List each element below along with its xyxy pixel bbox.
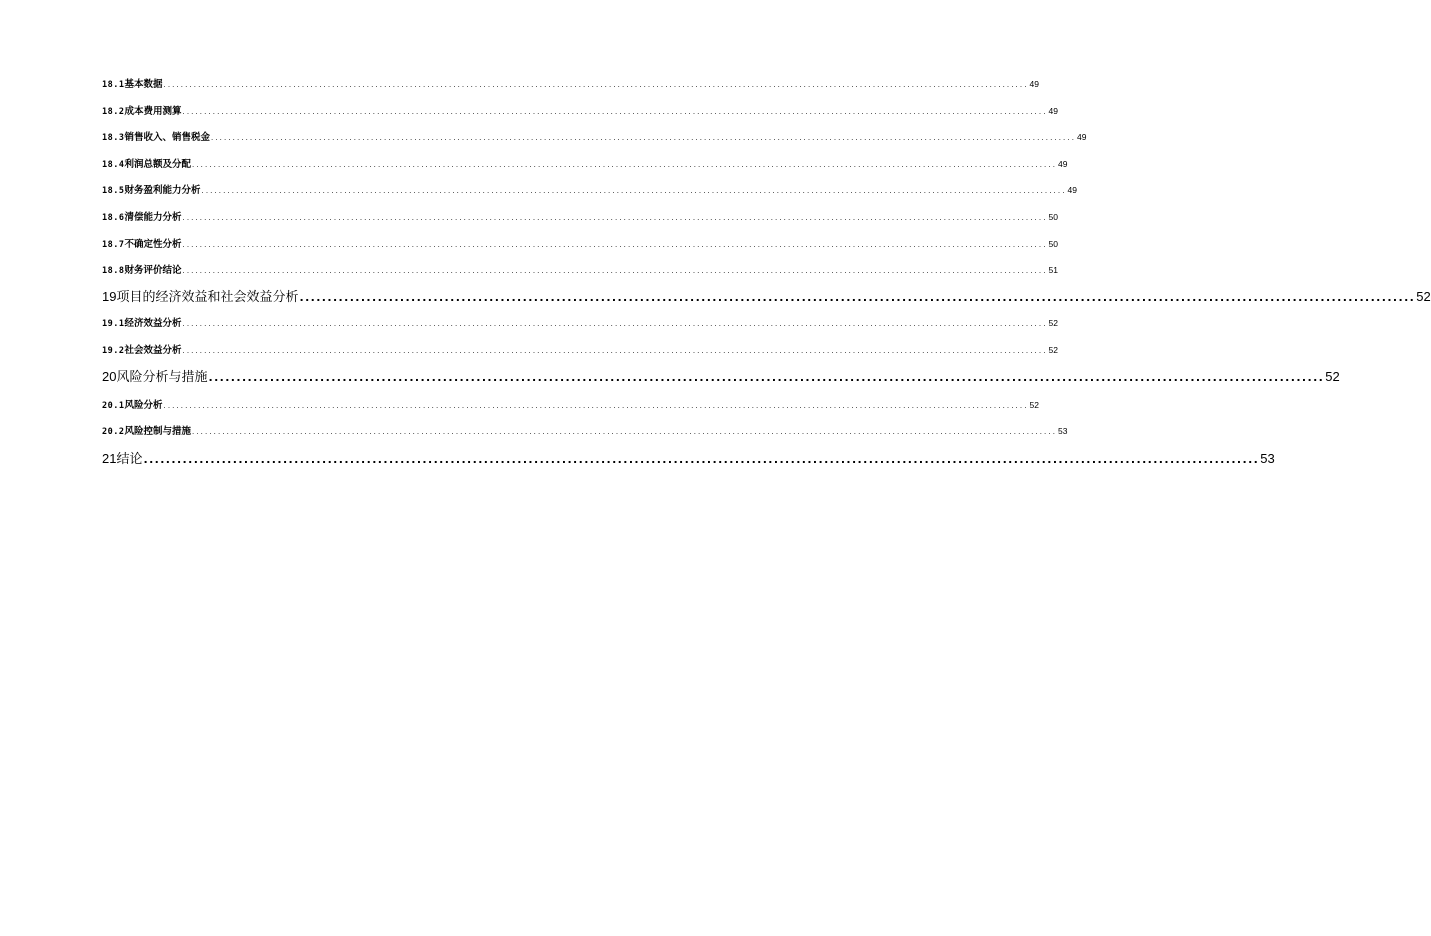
toc-entry-number: 20.2 bbox=[102, 427, 125, 438]
toc-leader-dots: ........................................................................................................................................................................................................ bbox=[182, 267, 1048, 276]
toc-leader-dots: ........................................................................................................................................................................................................ bbox=[211, 134, 1077, 143]
toc-chapter-number: 20 bbox=[102, 368, 117, 384]
toc-chapter-entry[interactable] bbox=[102, 366, 1340, 397]
toc-leader-dots: ........................................................................................................................................................................................................ bbox=[182, 346, 1048, 355]
toc-entry-number: 18.8 bbox=[102, 266, 125, 277]
toc-entry-page: 50 bbox=[1048, 238, 1058, 249]
toc-entry[interactable] bbox=[102, 76, 1039, 103]
toc-entry[interactable] bbox=[102, 129, 1087, 156]
toc-entry[interactable] bbox=[102, 423, 1068, 448]
toc-entry-title: 社会效益分析 bbox=[124, 344, 182, 356]
toc-entry-page: 49 bbox=[1029, 79, 1039, 89]
toc-leader-dots: ........................................................................................................................................................................................................ bbox=[182, 240, 1048, 249]
toc-chapter-page: 53 bbox=[1260, 451, 1275, 467]
toc-entry-title: 成本费用测算 bbox=[124, 105, 182, 117]
toc-entry-number: 18.4 bbox=[102, 159, 125, 170]
toc-chapter-number: 19 bbox=[102, 289, 117, 305]
toc-leader-dots: ........................................................................................................................................................................................................ bbox=[143, 453, 1260, 467]
toc-entry-title: 风险分析 bbox=[124, 399, 163, 411]
toc-leader-dots: ........................................................................................................................................................................................................ bbox=[299, 291, 1416, 305]
toc-entry[interactable] bbox=[102, 236, 1058, 263]
toc-entry-number: 18.7 bbox=[102, 239, 125, 250]
toc-leader-dots: ........................................................................................................................................................................................................ bbox=[182, 107, 1048, 116]
toc-chapter-title: 结论 bbox=[116, 452, 143, 468]
toc-leader-dots: ........................................................................................................................................................................................................ bbox=[182, 320, 1048, 329]
toc-entry-number: 18.6 bbox=[102, 212, 125, 223]
toc-entry-title: 销售收入、销售税金 bbox=[124, 132, 210, 144]
toc-entry-page: 52 bbox=[1048, 318, 1058, 329]
toc-leader-dots: ........................................................................................................................................................................................................ bbox=[163, 401, 1029, 410]
toc-leader-dots: ........................................................................................................................................................................................................ bbox=[163, 81, 1029, 89]
toc-entry-title: 财务盈利能力分析 bbox=[124, 185, 201, 197]
toc-entry[interactable] bbox=[102, 156, 1068, 183]
toc-entry-number: 18.2 bbox=[102, 106, 125, 117]
toc-leader-dots: ........................................................................................................................................................................................................ bbox=[208, 370, 1325, 384]
toc-entry-number: 19.2 bbox=[102, 345, 125, 356]
toc-entry-page: 49 bbox=[1048, 105, 1058, 116]
toc-entry-title: 经济效益分析 bbox=[124, 318, 182, 330]
toc-entry-number: 18.5 bbox=[102, 186, 125, 197]
toc-chapter-entry[interactable] bbox=[102, 448, 1275, 478]
toc-entry-page: 49 bbox=[1058, 158, 1068, 169]
toc-entry[interactable] bbox=[102, 315, 1058, 342]
toc-entry[interactable] bbox=[102, 209, 1058, 236]
toc-entry[interactable] bbox=[102, 342, 1058, 366]
toc-entry-page: 52 bbox=[1029, 399, 1039, 410]
toc-entry-title: 财务评价结论 bbox=[124, 265, 182, 277]
toc-entry-title: 不确定性分析 bbox=[124, 238, 182, 250]
toc-entry-title: 清偿能力分析 bbox=[124, 211, 182, 223]
toc-chapter-page: 52 bbox=[1325, 368, 1340, 384]
toc-chapter-entry[interactable] bbox=[102, 286, 1431, 315]
table-of-contents bbox=[102, 76, 1431, 478]
toc-entry-page: 49 bbox=[1077, 132, 1087, 143]
toc-entry-title: 风险控制与措施 bbox=[124, 426, 191, 438]
toc-entry-page: 50 bbox=[1048, 211, 1058, 222]
toc-leader-dots: ........................................................................................................................................................................................................ bbox=[192, 428, 1058, 437]
toc-entry[interactable] bbox=[102, 103, 1058, 130]
toc-entry-title: 基本数据 bbox=[124, 79, 163, 90]
toc-entry-number: 19.1 bbox=[102, 319, 125, 330]
toc-entry-number: 18.1 bbox=[102, 80, 125, 90]
toc-chapter-title: 风险分析与措施 bbox=[116, 369, 208, 385]
toc-chapter-number: 21 bbox=[102, 451, 117, 467]
toc-entry[interactable] bbox=[102, 262, 1058, 286]
toc-entry-page: 51 bbox=[1048, 265, 1058, 276]
toc-chapter-title: 项目的经济效益和社会效益分析 bbox=[116, 290, 299, 306]
toc-leader-dots: ........................................................................................................................................................................................................ bbox=[201, 187, 1067, 196]
toc-entry-page: 49 bbox=[1067, 185, 1077, 196]
toc-entry[interactable] bbox=[102, 182, 1077, 209]
toc-chapter-page: 52 bbox=[1416, 289, 1431, 305]
toc-entry-page: 53 bbox=[1058, 426, 1068, 437]
toc-entry-title: 利润总额及分配 bbox=[124, 158, 191, 170]
toc-entry-number: 18.3 bbox=[102, 133, 125, 144]
toc-entry-page: 52 bbox=[1048, 344, 1058, 355]
toc-entry[interactable] bbox=[102, 397, 1039, 424]
toc-leader-dots: ........................................................................................................................................................................................................ bbox=[182, 213, 1048, 222]
toc-leader-dots: ........................................................................................................................................................................................................ bbox=[192, 160, 1058, 169]
toc-entry-number: 20.1 bbox=[102, 400, 125, 411]
